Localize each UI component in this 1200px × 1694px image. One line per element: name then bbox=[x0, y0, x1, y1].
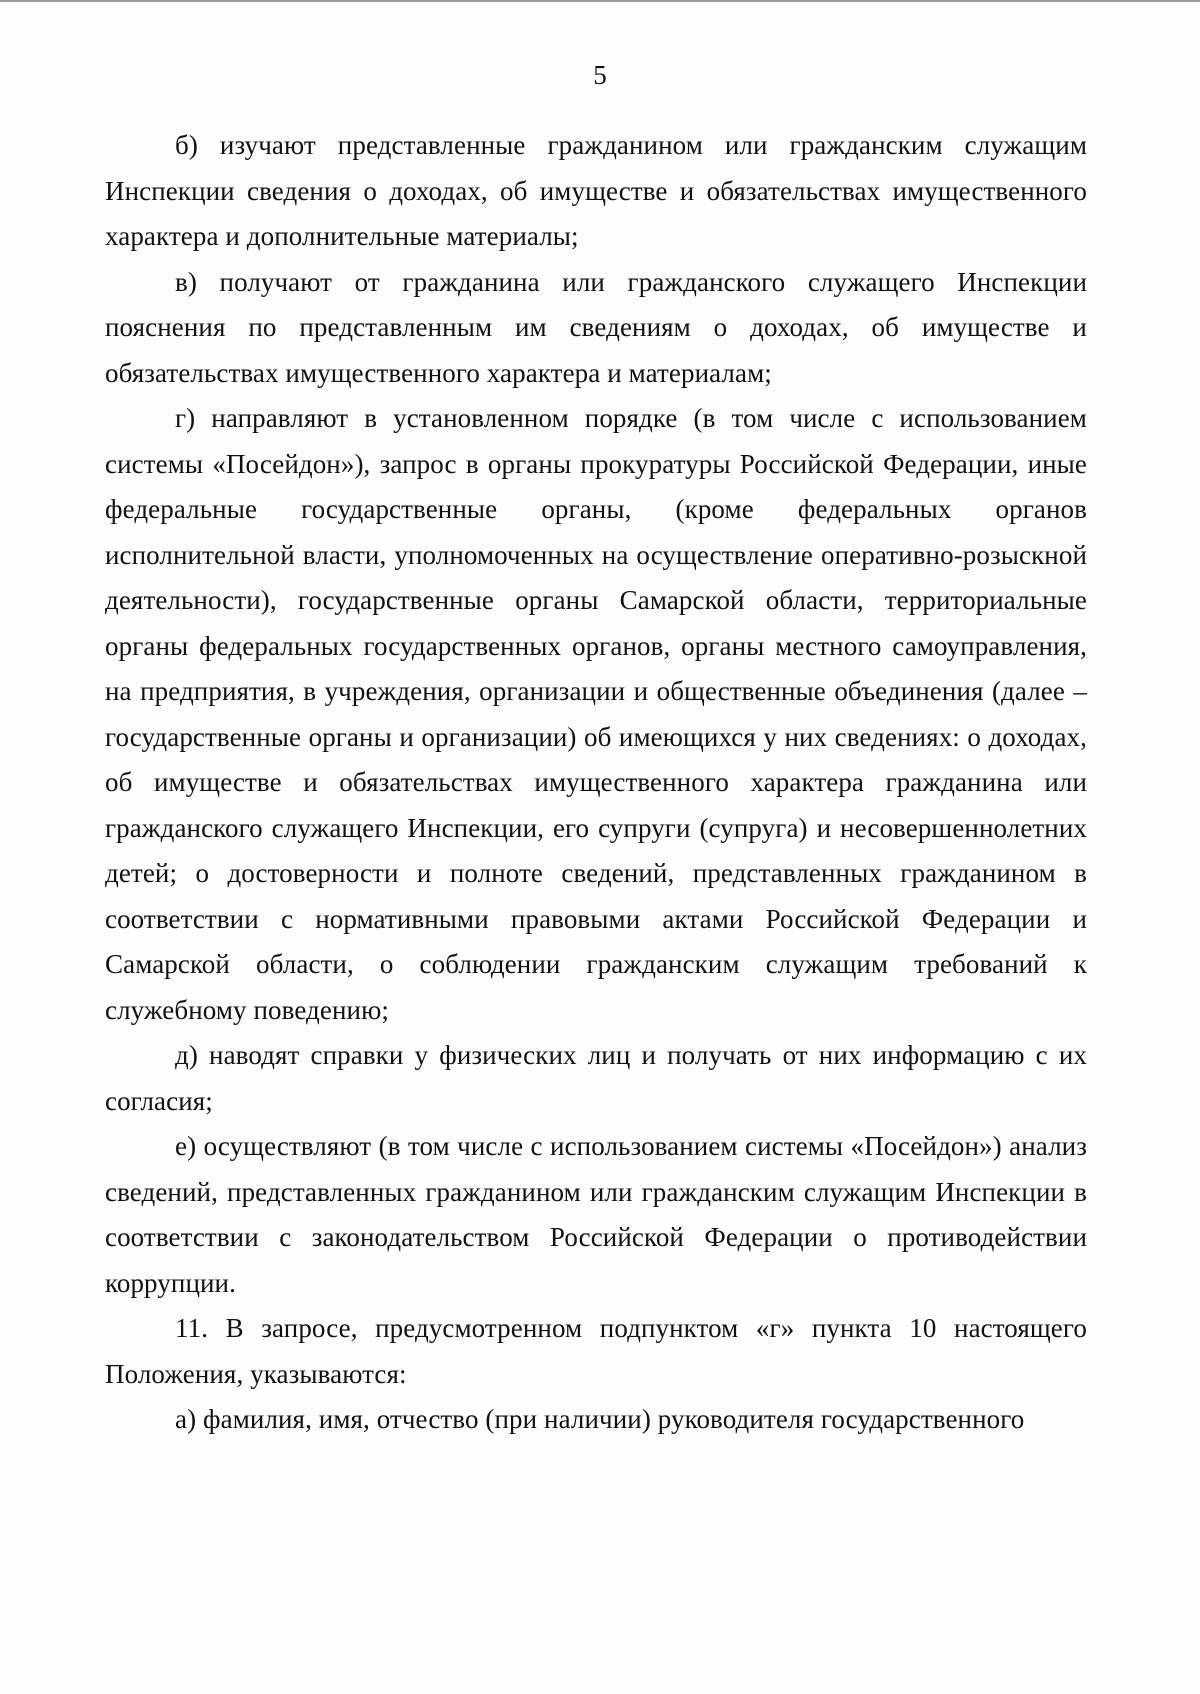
paragraph-v: в) получают от гражданина или гражданского служащего Инспекции пояснения по представленным им сведениям о доходах, об имуществе и обязательствах имущественного характера и материалам; bbox=[105, 266, 1087, 388]
paragraph-b: б) изучают представленные гражданином или гражданским служащим Инспекции сведения о доходах, об имуществе и обязательствах имущественного характера и дополнительные материалы; bbox=[105, 130, 1087, 251]
paragraph-11: 11. В запросе, предусмотренном подпунктом «г» пункта 10 настоящего Положения, указываются: bbox=[105, 1313, 1087, 1389]
paragraph-g: г) направляют в установленном порядке (в том числе с использованием системы «Посейдон»), запрос в органы прокуратуры Российской Федерации, иные федеральные государственные органы, (кроме федеральных органов исполнительной власти, уполномоченных на осуществление оперативно-розыскной деятельности), государственные органы Самарской области, территориальные органы федеральных государственных органов, органы местного самоуправления, на предприятия, в учреждения, организации и общественные объединения (далее – государственные органы и организации) об имеющихся у них сведениях: о доходах, об имуществе и обязательствах имущественного характера гражданина или гражданского служащего Инспекции, его супруги (супруга) и несовершеннолетних детей; о достоверности и полноте сведений, представленных гражданином в соответствии с нормативными правовыми актами Российской Федерации и Самарской области, о соблюдении гражданским служащим требований к служебному поведению; bbox=[105, 403, 1087, 1025]
page-number: 5 bbox=[593, 60, 607, 90]
paragraph-11-a: а) фамилия, имя, отчество (при наличии) руководителя государственного bbox=[175, 1404, 1025, 1434]
page-top-edge bbox=[0, 0, 1200, 2]
paragraph-e: е) осуществляют (в том числе с использованием системы «Посейдон») анализ сведений, представленных гражданином или гражданским служащим Инспекции в соответствии с законодательством Российской Федерации о противодействии коррупции. bbox=[105, 1131, 1087, 1298]
paragraph-d: д) наводят справки у физических лиц и получать от них информацию с их согласия; bbox=[105, 1040, 1087, 1116]
document-body bbox=[105, 123, 1087, 1443]
